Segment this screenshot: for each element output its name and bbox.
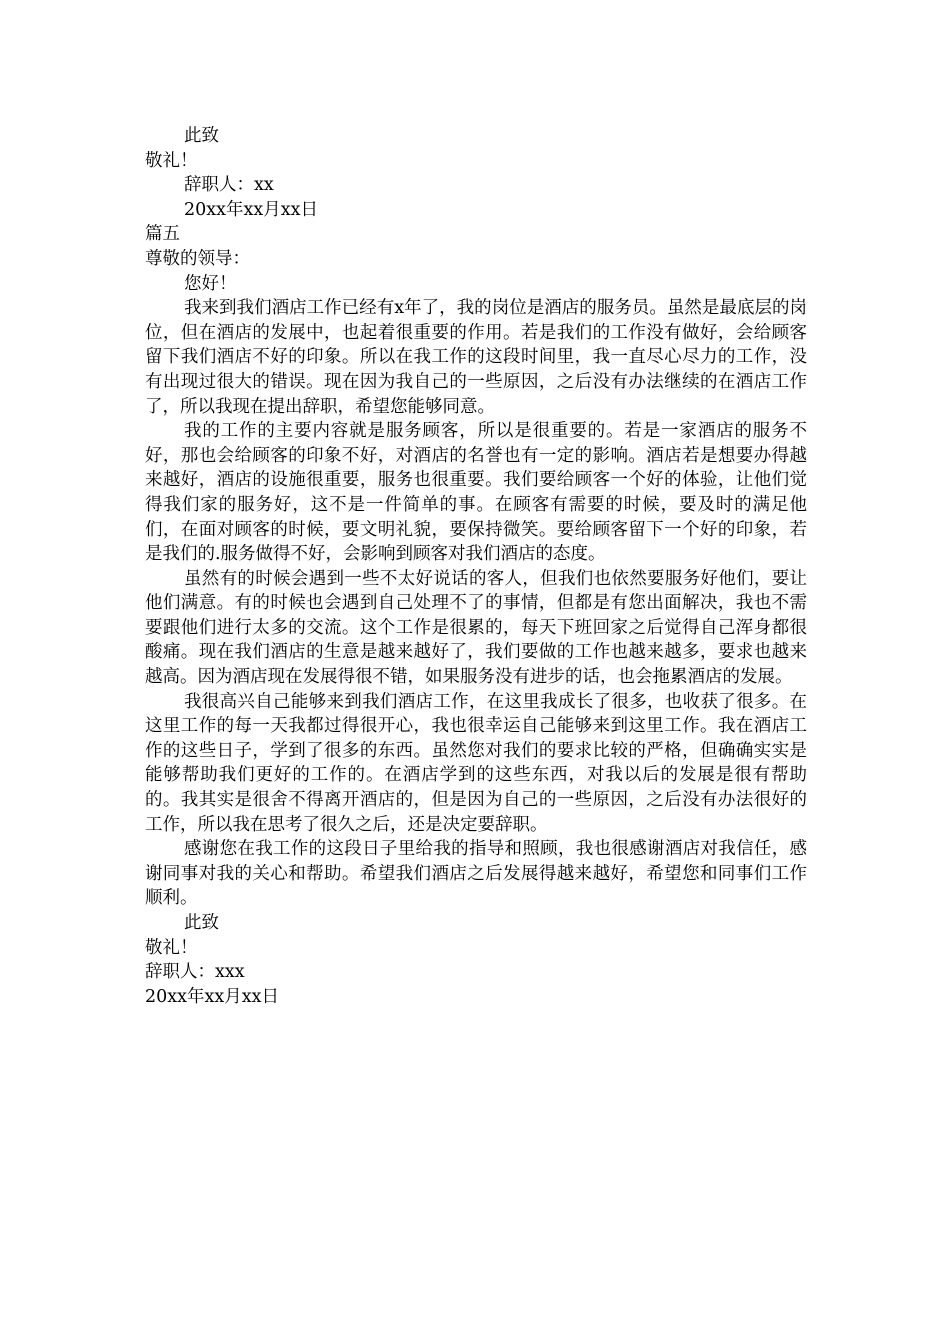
signer-line: 辞职人：xx	[184, 175, 274, 196]
closing-regards: 敬礼！	[145, 150, 198, 171]
body-paragraph: 我很高兴自己能够来到我们酒店工作，在这里我成长了很多，也收获了很多。在这里工作的每一天我都过得很开心，我也很幸运自己能够来到这里工作。我在酒店工作的这些日子，学到了很多的东西。虽然您对我们的要求比较的严格，但确确实实是能够帮助我们更好的工作的。在酒店学到的这些东西，对我以后的发展是很有帮助的。我其实是很舍不得离开酒店的，但是因为自己的一些原因，之后没有办法很好的工作，所以我在思考了很久之后，还是决定要辞职。	[145, 691, 807, 835]
closing-salute: 此致	[184, 913, 219, 933]
closing-regards: 敬礼！	[145, 937, 198, 958]
date-line: 20xx年xx月xx日	[145, 986, 279, 1007]
section-title: 篇五	[145, 224, 180, 245]
letter-hello: 您好！	[184, 273, 237, 294]
signer-line: 辞职人：xxx	[145, 962, 245, 983]
body-paragraph: 虽然有的时候会遇到一些不太好说话的客人，但我们也依然要服务好他们，要让他们满意。有的时候也会遇到自己处理不了的事情，但都是有您出面解决，我也不需要跟他们进行太多的交流。这个工作是很累的，每天下班回家之后觉得自己浑身都很酸痛。现在我们酒店的生意是越来越好了，我们要做的工作也越来越多，要求也越来越高。因为酒店现在发展得很不错，如果服务没有进步的话，也会拖累酒店的发展。	[145, 568, 807, 688]
letter-greeting: 尊敬的领导：	[145, 248, 250, 269]
body-paragraph: 我的工作的主要内容就是服务顾客，所以是很重要的。若是一家酒店的服务不好，那也会给顾客的印象不好，对酒店的名誉也有一定的影响。酒店若是想要办得越来越好，酒店的设施很重要，服务也很重要。我们要给顾客一个好的体验，让他们觉得我们家的服务好，这不是一件简单的事。在顾客有需要的时候，要及时的满足他们，在面对顾客的时候，要文明礼貌，要保持微笑。要给顾客留下一个好的印象，若是我们的.服务做得不好，会影响到顾客对我们酒店的态度。	[145, 421, 807, 565]
closing-salute: 此致	[184, 126, 219, 146]
body-paragraph: 我来到我们酒店工作已经有x年了，我的岗位是酒店的服务员。虽然是最底层的岗位，但在酒店的发展中，也起着很重要的作用。若是我们的工作没有做好，会给顾客留下我们酒店不好的印象。所以在我工作的这段时间里，我一直尽心尽力的工作，没有出现过很大的错误。现在因为我自己的一些原因，之后没有办法继续的在酒店工作了，所以我现在提出辞职，希望您能够同意。	[145, 298, 807, 417]
document-page	[145, 124, 807, 1009]
date-line: 20xx年xx月xx日	[184, 199, 318, 220]
body-paragraph: 感谢您在我工作的这段日子里给我的指导和照顾，我也很感谢酒店对我信任，感谢同事对我的关心和帮助。希望我们酒店之后发展得越来越好，希望您和同事们工作顺利。	[145, 839, 807, 909]
